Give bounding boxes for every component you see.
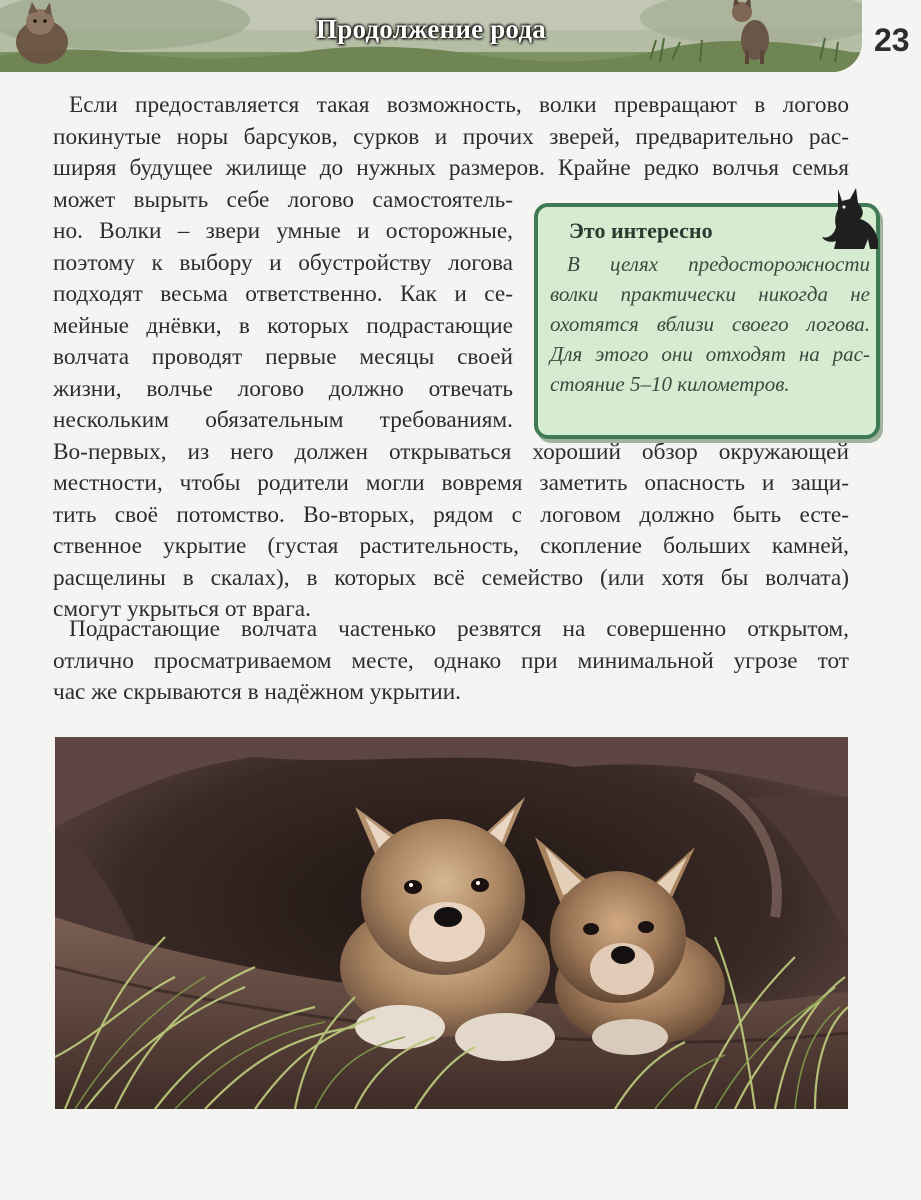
page-title: Продолжение рода [316,14,546,44]
fact-box-text [550,249,870,399]
text-line: Во-первых, из него должен открываться хороший обзор окружающей [53,438,849,465]
text-line: местности, чтобы родители могли вовремя заметить опасность и защи- [53,470,849,496]
text-line: нескольким обязательным требованиям. [53,407,513,433]
fact-line: Для этого они отходят на рас- [550,342,870,366]
page-number: 23 [874,22,910,58]
text-line: ственное укрытие (густая растительность, скопление больших камней, [53,533,849,559]
wolf-cubs-painting [55,737,848,1109]
paragraph-1-tail [53,437,849,626]
fact-line: В целях предосторожности [567,252,870,276]
text-line: отлично просматриваемом месте, однако при минимальной угрозе тот [53,647,849,674]
text-line: час же скрываются в надёжном укрытии. [53,679,461,705]
text-line: подходят весьма ответственно. Как и се- [53,281,513,307]
text-line: волчата проводят первые месяцы своей [53,344,513,370]
text-line: поэтому к выбору и обустройству логова [53,249,513,276]
text-line: ширяя будущее жилище до нужных размеров. Крайне редко волчья семья [53,155,849,181]
text-line: Если предоставляется такая возможность, волки превращают в логово [69,92,849,118]
fact-line: волки практически никогда не [550,282,870,306]
text-line: расщелины в скалах), в которых всё семейство (или хотя бы волчата) [53,564,849,591]
text-line: смогут укрыться от врага. [53,596,311,622]
fact-line: стояние 5–10 километров. [550,372,790,396]
paragraph-2 [53,614,849,709]
fact-box-title: Это интересно [569,218,713,243]
text-line: жизни, волчье логово должно отвечать [53,375,513,402]
fact-box [534,203,880,439]
text-line: но. Волки – звери умные и осторожные, [53,218,513,244]
wolf-cub-silhouette-icon [820,185,882,253]
paragraph-1-narrow [53,185,513,437]
text-line: Подрастающие волчата частенько резвятся на совершенно открытом, [69,616,849,642]
text-line: мейные днёвки, в которых подрастающие [53,312,513,339]
fact-line: охотятся вблизи своего логова. [550,312,870,336]
paragraph-1-intro [53,90,849,185]
wolf-cubs-illustration [55,737,848,1109]
text-line: покинутые норы барсуков, сурков и прочих зверей, предварительно рас- [53,123,849,150]
text-line: тить своё потомство. Во-вторых, рядом с логовом должно быть есте- [53,501,849,528]
text-line: может вырыть себе логово самостоятель- [53,186,513,213]
header-banner [0,0,862,72]
